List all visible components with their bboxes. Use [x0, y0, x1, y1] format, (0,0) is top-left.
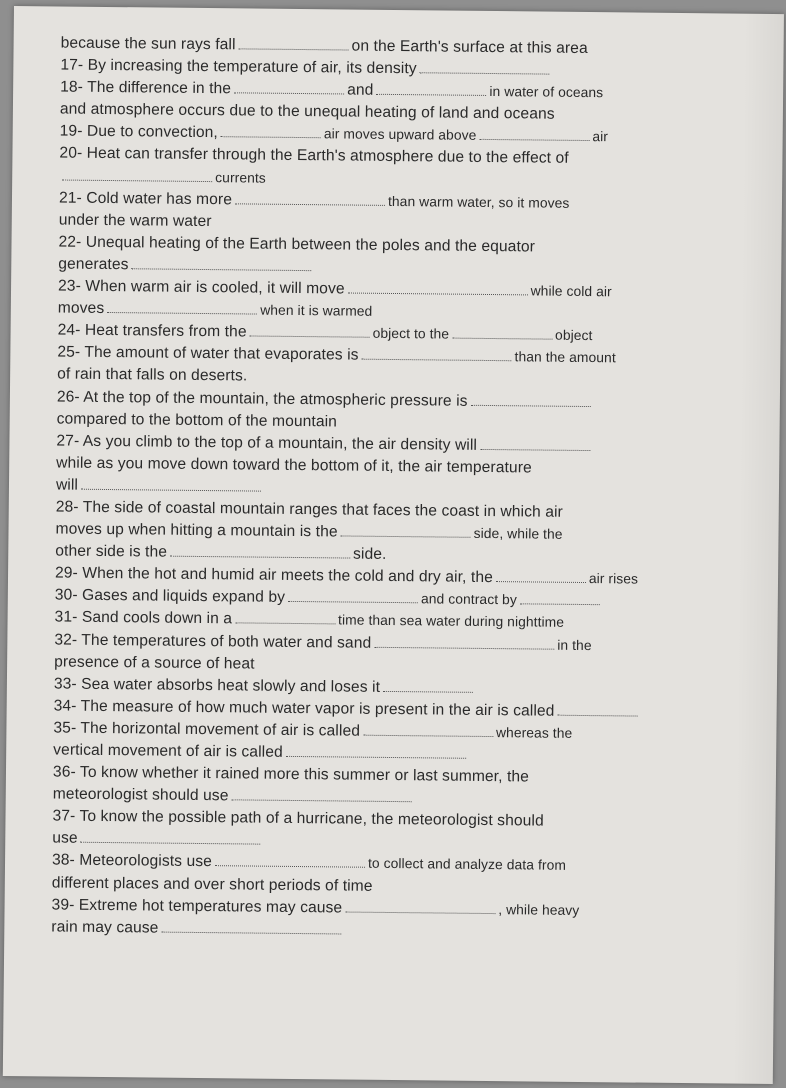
question-30: 30- Gases and liquids expand by and contract by — [28, 585, 763, 615]
answer-blank[interactable] — [383, 679, 473, 693]
answer-blank[interactable] — [479, 127, 589, 141]
question-39: 39- Extreme hot temperatures may cause , while heavy — [51, 896, 580, 918]
question-22-cont: generates — [31, 253, 766, 283]
question-34: 34- The measure of how much water vapor is present in the air is called — [27, 695, 762, 725]
question-32: 32- The temperatures of both water and sand in the — [54, 630, 592, 653]
question-37: 37- To know the possible path of a hurricane, the meteorologist should — [52, 807, 544, 830]
question-20-cont: currents — [32, 165, 767, 195]
answer-blank[interactable] — [235, 191, 385, 206]
question-25-cont: of rain that falls on deserts. — [57, 365, 248, 385]
answer-blank[interactable] — [132, 256, 312, 271]
answer-blank[interactable] — [288, 589, 418, 603]
answer-blank[interactable] — [215, 854, 365, 869]
question-28-end: other side is the side. — [55, 542, 387, 564]
question-36-cont: meteorologist should use — [26, 783, 761, 813]
question-26-cont: compared to the bottom of the mountain — [56, 410, 338, 430]
question-23: 23- When warm air is cooled, it will move while cold air — [57, 277, 612, 300]
question-27: 27- As you climb to the top of a mountain, the air density will — [29, 430, 764, 460]
answer-blank[interactable] — [557, 703, 637, 717]
question-22: 22- Unequal heating of the Earth between the poles and the equator — [58, 233, 536, 256]
answer-blank[interactable] — [480, 437, 590, 451]
answer-blank[interactable] — [234, 80, 344, 94]
worksheet-text — [24, 32, 768, 945]
question-36: 36- To know whether it rained more this summer or last summer, the — [52, 763, 530, 786]
answer-blank[interactable] — [345, 899, 495, 914]
question-33: 33- Sea water absorbs heat slowly and loses it — [27, 673, 762, 703]
answer-blank[interactable] — [62, 167, 212, 182]
question-26: 26- At the top of the mountain, the atmospheric pressure is — [30, 386, 765, 416]
worksheet-page — [3, 6, 784, 1084]
answer-blank[interactable] — [221, 125, 321, 139]
question-21-cont: under the warm water — [58, 211, 212, 230]
question-31: 31- Sand cools down in a time than sea water during nighttime — [54, 608, 565, 631]
answer-blank[interactable] — [496, 569, 586, 583]
question-23-cont: moves when it is warmed — [57, 299, 373, 319]
question-19: 19- Due to convection, air moves upward above air — [59, 122, 609, 145]
line-1: because the sun rays fall on the Earth's surface at this area — [60, 34, 588, 58]
answer-blank[interactable] — [235, 611, 335, 625]
question-20: 20- Heat can transfer through the Earth's atmosphere due to the effect of — [59, 144, 569, 168]
answer-blank[interactable] — [363, 723, 493, 737]
answer-blank[interactable] — [161, 919, 341, 934]
answer-blank[interactable] — [362, 347, 512, 362]
answer-blank[interactable] — [286, 744, 466, 759]
answer-blank[interactable] — [452, 326, 552, 340]
answer-blank[interactable] — [520, 592, 600, 606]
question-35-cont: vertical movement of air is called — [26, 739, 761, 769]
answer-blank[interactable] — [81, 830, 261, 845]
question-28: 28- The side of coastal mountain ranges that faces the coast in which air — [55, 498, 563, 521]
question-18: 18- The difference in the and in water of oceans — [60, 78, 604, 101]
question-28-cont: moves up when hitting a mountain is the side, while the — [55, 520, 563, 542]
answer-blank[interactable] — [471, 392, 591, 406]
question-38-cont: different places and over short periods of time — [51, 874, 373, 895]
question-39-cont: rain may cause — [24, 916, 759, 946]
question-21: 21- Cold water has more than warm water, so it moves — [58, 189, 570, 211]
answer-blank[interactable] — [348, 281, 528, 296]
question-24: 24- Heat transfers from the object to the object — [57, 321, 593, 344]
answer-blank[interactable] — [250, 324, 370, 338]
question-29: 29- When the hot and humid air meets the cold and dry air, the air rises — [54, 564, 639, 587]
question-38: 38- Meteorologists use to collect and analyze data from — [51, 851, 567, 874]
question-37-cont: use — [25, 828, 760, 858]
answer-blank[interactable] — [107, 300, 257, 315]
answer-blank[interactable] — [376, 82, 486, 96]
answer-blank[interactable] — [81, 477, 261, 492]
question-25: 25- The amount of water that evaporates is than the amount — [57, 343, 616, 366]
question-17: 17- By increasing the temperature of air, its density — [33, 54, 768, 84]
answer-blank[interactable] — [341, 524, 471, 538]
question-18-cont: and atmosphere occurs due to the unequal heating of land and oceans — [59, 100, 555, 123]
answer-blank[interactable] — [239, 36, 349, 50]
question-27-cont: while as you move down toward the bottom of it, the air temperature — [56, 454, 532, 477]
question-32-cont: presence of a source of heat — [54, 653, 255, 673]
answer-blank[interactable] — [170, 544, 350, 559]
answer-blank[interactable] — [231, 788, 411, 803]
question-27-end: will — [29, 474, 764, 504]
answer-blank[interactable] — [420, 60, 550, 74]
question-35: 35- The horizontal movement of air is called whereas the — [53, 719, 573, 741]
answer-blank[interactable] — [374, 634, 554, 649]
